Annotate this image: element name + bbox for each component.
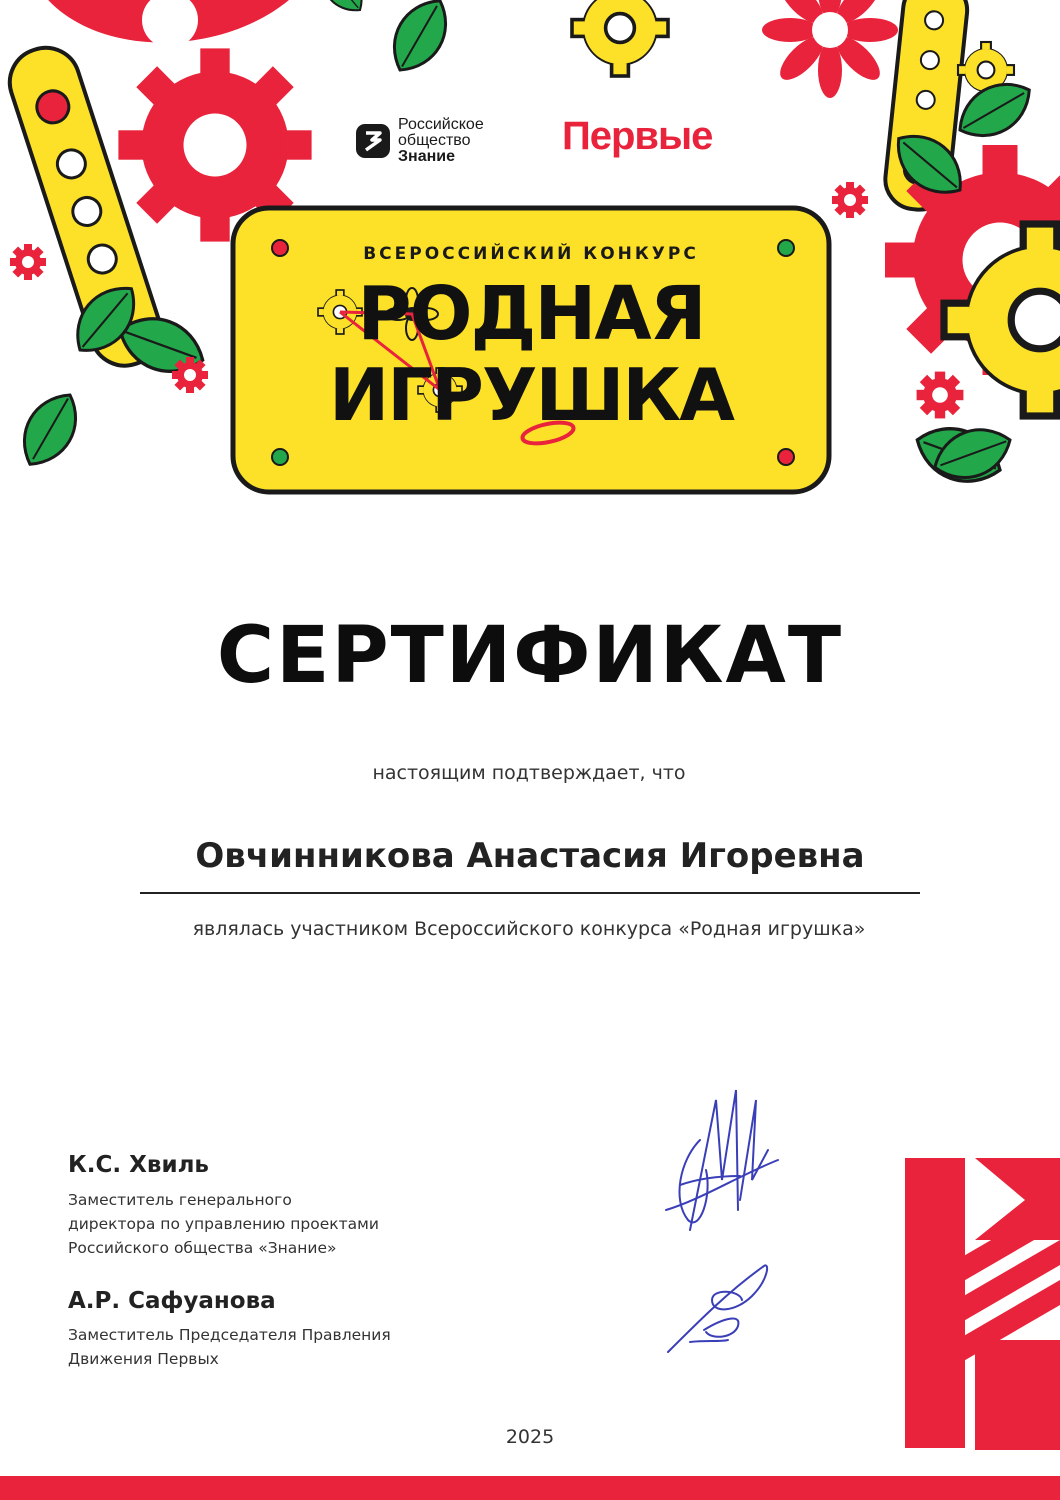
confirm-text: настоящим подтверждает, что xyxy=(372,762,686,784)
signature-safuanova xyxy=(668,1265,767,1352)
signatory-title-2-line2: Движения Первых xyxy=(68,1350,219,1368)
contest-label: ВСЕРОССИЙСКИЙ КОНКУРС xyxy=(363,244,699,264)
recipient-name: Овчинникова Анастасия Игоревна xyxy=(195,836,865,876)
signatory-title-1 xyxy=(68,1188,468,1260)
name-underline xyxy=(140,892,920,894)
signature-khvil xyxy=(666,1090,778,1230)
certificate-heading: СЕРТИФИКАТ xyxy=(216,611,844,701)
signatory-title-2 xyxy=(68,1323,468,1371)
contest-title-line1: РОДНАЯ xyxy=(357,271,705,357)
signatory-name-2: А.Р. Сафуанова xyxy=(68,1288,276,1314)
certificate-year: 2025 xyxy=(505,1426,555,1448)
participation-text: являлась участником Всероссийского конкурса «Родная игрушка» xyxy=(192,918,866,940)
signatory-title-1-line3: Российского общества «Знание» xyxy=(68,1239,337,1257)
signatory-title-1-line1: Заместитель генерального xyxy=(68,1191,292,1209)
signatory-title-2-line1: Заместитель Председателя Правления xyxy=(68,1326,391,1344)
znanie-logo xyxy=(356,114,484,168)
contest-title-line2: ИГРУШКА xyxy=(329,353,733,437)
znanie-logo-line2: общество xyxy=(398,132,471,149)
znanie-logo-icon xyxy=(356,124,390,158)
znanie-logo-line1: Российское xyxy=(398,116,484,133)
signatory-name-1: К.С. Хвиль xyxy=(68,1152,209,1178)
znanie-logo-line3: Знание xyxy=(398,148,455,165)
pervye-logo: Первые xyxy=(562,114,713,158)
signatory-title-1-line2: директора по управлению проектами xyxy=(68,1215,379,1233)
